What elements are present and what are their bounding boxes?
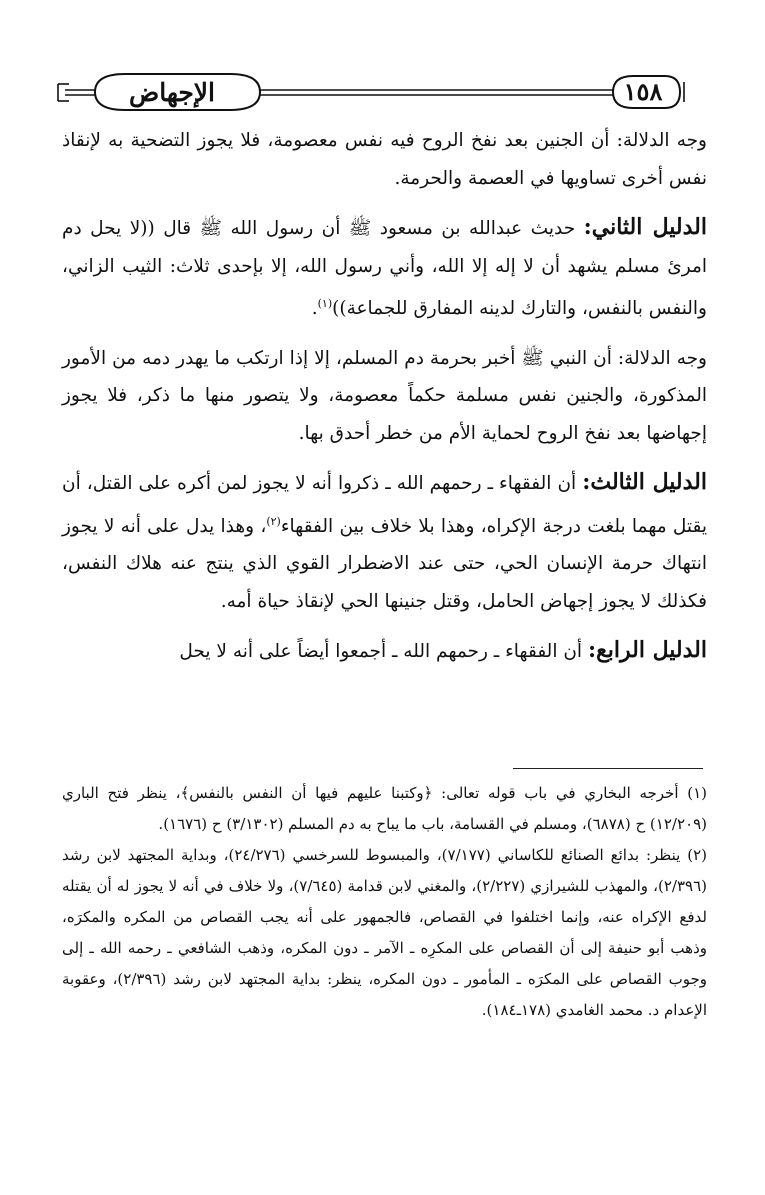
main-text bbox=[62, 122, 707, 671]
paragraph-text: أن الفقهاء ـ رحمهم الله ـ أجمعوا أيضاً على أنه لا يحل bbox=[179, 641, 583, 663]
paragraph-2 bbox=[62, 209, 707, 328]
page-number: ١٥٨ bbox=[623, 77, 663, 106]
paragraph-heading: الدليل الثالث: bbox=[582, 469, 707, 496]
paragraph-text: وجه الدلالة: أن الجنين بعد نفخ الروح فيه نفس معصومة، فلا يجوز التضحية به لإنقاذ نفس أخرى تساويها في العصمة والحرمة. bbox=[62, 130, 707, 189]
paragraph-4 bbox=[62, 464, 707, 620]
paragraph-tail: ، وهذا يدل على أنه لا يجوز انتهاك حرمة الإنسان الحي، حتى عند الاضطرار القوي الذي ينتج عنه هلاك النفس، فكذلك لا يجوز إجهاض الحامل، وقتل جنينها الحي لإنقاذ حياة أمه. bbox=[62, 515, 707, 612]
page-header bbox=[55, 68, 690, 122]
footnotes bbox=[62, 778, 707, 1026]
footnote-separator bbox=[513, 768, 703, 769]
paragraph-5 bbox=[62, 632, 707, 671]
paragraph-1 bbox=[62, 122, 707, 197]
footnote-ref-1: (١) bbox=[317, 297, 333, 310]
footnote-2: (٢) ينظر: بدائع الصنائع للكاساني (٧/١٧٧)، والمبسوط للسرخسي (٢٤/٢٧٦)، وبداية المجتهد لابن رشد (٢/٣٩٦)، والمهذب للشيرازي (٢/٢٢٧)، والمغني لابن قدامة (٧/٦٤٥)، ولا خلاف في أنه لا يجوز له أن يقتله لدفع الإكراه عنه، وإنما اختلفوا في القصاص، فالجمهور على أنه يجب القصاص من المكره والمكرَه، وذهب أبو حنيفة إلى أن القصاص على المكرِه ـ الآمر ـ دون المكره، وذهب الشافعي ـ رحمه الله ـ إلى وجوب القصاص على المكرَه ـ المأمور ـ دون المكره، ينظر: بداية المجتهد لابن رشد (٢/٣٩٦)، وعقوبة الإعدام د. محمد الغامدي (١٧٨ـ١٨٤). bbox=[62, 846, 707, 1019]
paragraph-text: أن الفقهاء ـ رحمهم الله ـ ذكروا أنه لا يجوز لمن أكره على القتل، أن يقتل مهما بلغت درجة الإكراه، وهذا بلا خلاف بين الفقهاء bbox=[62, 473, 707, 537]
paragraph-3 bbox=[62, 340, 707, 453]
paragraph-heading: الدليل الثاني: bbox=[583, 214, 707, 240]
paragraph-text: وجه الدلالة: أن النبي ﷺ أخبر بحرمة دم المسلم، إلا إذا ارتكب ما يهدر دمه من الأمور المذكورة، والجنين نفس مسلمة حكماً معصومة، ولا يتصور منها ما ذكر، فلا يجوز إجهاضها بعد نفخ الروح لحماية الأم من خطر أحدق بها. bbox=[62, 347, 707, 444]
paragraph-heading: الدليل الرابع: bbox=[587, 637, 707, 664]
paragraph-text: حديث عبدالله بن مسعود ﷺ أن رسول الله ﷺ قال ((لا يحل دم امرئ مسلم يشهد أن لا إله إلا الله، وأني رسول الله، إلا بإحدى ثلاث: الثيب الزاني، والنفس بالنفس، والتارك لدينه المفارق للجماعة)) bbox=[62, 218, 707, 320]
footnote-1: (١) أخرجه البخاري في باب قوله تعالى: ﴿وكتبنا عليهم فيها أن النفس بالنفس﴾، ينظر فتح الباري (١٢/٢٠٩) ح (٦٨٧٨)، ومسلم في القسامة، باب ما يباح به دم المسلم (٣/١٣٠٢) ح (١٦٧٦). bbox=[62, 784, 707, 833]
paragraph-tail: . bbox=[311, 298, 318, 320]
running-title: الإجهاض bbox=[128, 78, 216, 107]
footnote-ref-2: (٢) bbox=[266, 514, 281, 528]
